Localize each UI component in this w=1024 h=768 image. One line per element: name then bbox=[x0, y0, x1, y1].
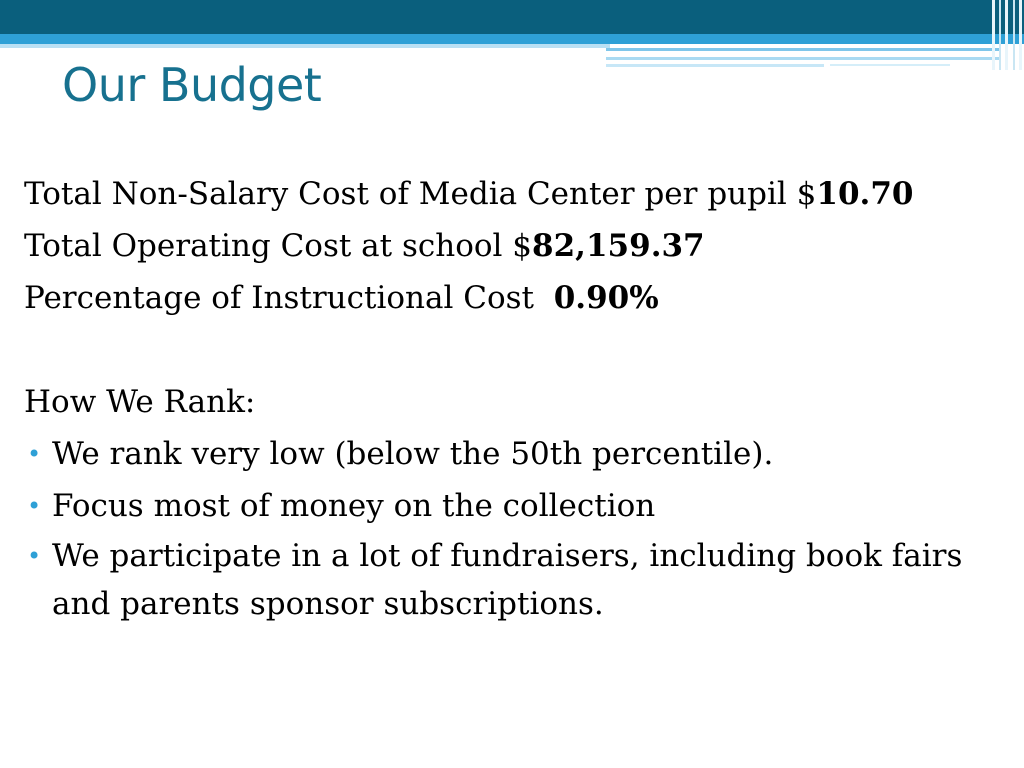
header-band-light bbox=[0, 34, 1024, 44]
header-stripe bbox=[606, 48, 1000, 51]
corner-stripe bbox=[1013, 0, 1015, 70]
stat-instructional-percentage bbox=[24, 272, 1020, 324]
header-stripe bbox=[606, 57, 1000, 60]
corner-stripe bbox=[992, 0, 995, 70]
slide-title: Our Budget bbox=[62, 58, 322, 112]
bullet-text: We rank very low (below the 50th percentile). bbox=[52, 436, 774, 472]
rank-bullet-list bbox=[24, 428, 1020, 628]
stat-label: Total Non-Salary Cost of Media Center per pupil $ bbox=[24, 176, 817, 212]
corner-stripe bbox=[999, 0, 1001, 70]
bullet-text: Focus most of money on the collection bbox=[52, 488, 656, 524]
bullet-dot-icon: • bbox=[27, 440, 42, 468]
stat-label: Total Operating Cost at school $ bbox=[24, 228, 533, 264]
slide-body bbox=[24, 168, 1020, 628]
stat-value: 10.70 bbox=[816, 176, 914, 212]
corner-stripe bbox=[1019, 0, 1022, 70]
corner-stripe bbox=[1005, 0, 1008, 70]
header-stripe bbox=[830, 64, 950, 66]
stat-non-salary-cost bbox=[24, 168, 1020, 220]
bullet-text: We participate in a lot of fundraisers, including book fairs and parents sponsor subscriptions. bbox=[52, 538, 963, 622]
stat-value: 82,159.37 bbox=[532, 228, 705, 264]
list-item bbox=[24, 532, 1020, 628]
stat-value: 0.90% bbox=[553, 280, 659, 316]
header-stripe bbox=[606, 64, 824, 67]
bullet-dot-icon: • bbox=[27, 542, 42, 570]
header-band-pale bbox=[0, 44, 610, 48]
header-band-dark bbox=[0, 0, 1024, 34]
stat-operating-cost bbox=[24, 220, 1020, 272]
spacer bbox=[24, 324, 1020, 376]
stat-label: Percentage of Instructional Cost bbox=[24, 280, 554, 316]
rank-heading: How We Rank: bbox=[24, 384, 256, 420]
list-item bbox=[24, 480, 1020, 532]
bullet-dot-icon: • bbox=[27, 492, 42, 520]
list-item bbox=[24, 428, 1020, 480]
